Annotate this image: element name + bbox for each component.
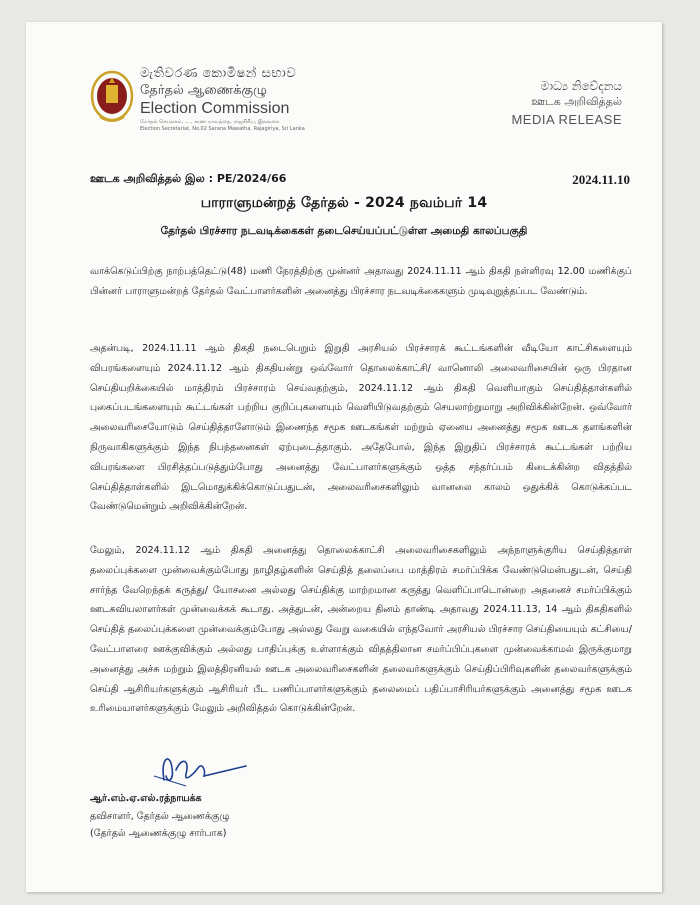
address-line: மேர்தல் செயலகம், ... , சரண மாவத்தை, ராஜகிரிய, இலங்கை [140, 119, 280, 125]
document-subtitle: தேர்தல் பிரச்சார நடவடிக்கைகள் தடைசெய்யப்பட்டுள்ள அமைதி காலப்பகுதி [160, 225, 528, 237]
document-page [26, 22, 662, 892]
signatory-note: (தேர்தல் ஆணைக்குழு சார்பாக) [90, 828, 227, 839]
body-paragraph: மேலும், 2024.11.12 ஆம் திகதி அனைத்து தொலைக்காட்சி அலைவரிசைகளிலும் அந்நாளுக்குரிய செய்தித்தாள் தலைப்புக்களை முன்வைக்கும்போது நாழிதழ்களின் செய்தித் தலைப்பை மாத்திரம் சமர்ப்பிக்க வேண்டுமென்பதுடன், செய்தி சார்ந்த வேறெந்தக் கருத்து/ யோசனை அல்லது செய்திக்கு மாற்றமான கருத்து வெளிப்பாடொன்றை அதனைச் சமர்ப்பிக்கும் ஊடகவியலாளர்கள் முன்வைக்கக் கூடாது. அத்துடன், அன்றைய தினம் தாண்டி அதாவது 2024.11.13, 14 ஆம் திகதிகளில் செய்தித் தலைப்புக்களை முன்வைக்கும்போது அல்லது வேறு வகையில் எந்தவோர் அரசியல் பிரச்சார செய்தியையும் கட்சியை/வேட்பாளரை ஊக்குவிக்கும் அல்லது பாதிப்புக்கு உள்ளாக்கும் விதத்திலான சமர்ப்பிப்புகளை முன்வைக்காமல் இருக்குமாறு அனைத்து அச்சு மற்றும் இலத்திரனியல் ஊடக அலைவரிசைகளின் தலைவர்களுக்கும் செய்திப்பிரிவுகளின் தலைவர்களுக்கும் செய்தி ஆசிரியர்களுக்கும் ஆசிரியர் பீட பணிப்பாளர்களுக்கும் தலைமைப் பதிப்பாசிரியர்களுக்கும் அனைத்து சமூக ஊடக உரிமையாளர்களுக்கும் மேலும் அறிவித்தல் கொடுக்கின்றேன். [90, 545, 632, 715]
signatory-position: தவிசாளர், தேர்தல் ஆணைக்குழு [90, 810, 230, 822]
media-release-tamil: ஊடக அறிவித்தல் [531, 95, 622, 108]
org-name-tamil: தேர்தல் ஆணைக்குழு [140, 83, 267, 98]
org-name-english: Election Commission [140, 100, 290, 117]
organization-block [140, 66, 340, 133]
reference-number: ஊடக அறிவித்தல் இல : PE/2024/66 [90, 172, 287, 185]
signatory-block [90, 790, 230, 843]
body-paragraph: அதன்படி, 2024.11.11 ஆம் திகதி நடைபெறும் இறுதி அரசியல் பிரச்சாரக் கூட்டங்களின் வீடியோ காட்சிகளையும் விபரங்களையும் 2024.11.12 ஆம் திகதியன்று ஒவ்வோர் தொலைக்காட்சி/ வானொலி அலைவரிசையின் ஒரு பிரதான செய்தியறிக்கையில் மாத்திரம் பிரச்சாரம் செய்வதற்கும், 2024.11.12 ஆம் திகதி வெளியாகும் செய்தித்தாள்களில் புகைப்படங்களையும் கூட்டங்கள் பற்றிய குறிப்புகளையும் வெளியிடுவதற்கும் செயலாற்றுமாறு அறிவிக்கின்றேன். ஒவ்வோர் அலைவரிசையோடும் செய்தித்தாளோடும் இணைந்த சமூக ஊடகங்கள் மற்றும் ஏனைய அனைத்து சமூக ஊடக தளங்களின் நிருவாகிகளுக்கும் இந்த நிபந்தனைகள் ஏற்புடைத்தாகும். அதேபோல், இந்த இறுதிப் பிரச்சாரக் கூட்டங்கள் பற்றிய விபரங்களை பிரசித்தப்படுத்தும்போது அனைத்து வேட்பாளர்களுக்கும் ஒத்த சந்தர்ப்பம் கிடைக்கின்ற விதத்தில் செய்தித்தாள்களில் இடமொதுக்கிக்கொடுப்பதுடன், அலைவரிசைகளிலும் வானலை காலம் ஒதுக்கிக் கொடுக்கப்பட வேண்டுமென்றும் அறிவிக்கின்றேன். [90, 343, 632, 513]
address-line: Election Secretariat, No.02 Sarana Mawatha, Rajagiriya, Sri Lanka [140, 126, 305, 132]
media-release-sinhala: මාධ්‍ය නිවේදනය [540, 79, 622, 93]
document-title: பாராளுமன்றத் தேர்தல் - 2024 நவம்பர் 14 [200, 195, 488, 211]
signatory-name: ஆர்.எம்.ஏ.எல்.ரத்நாயக்க [90, 793, 202, 804]
release-date: 2024.11.10 [572, 172, 630, 187]
org-name-sinhala: මැතිවරණ කොමිෂන් සභාව [140, 66, 297, 81]
media-release-english: MEDIA RELEASE [511, 112, 622, 127]
election-commission-emblem [90, 69, 134, 127]
handwritten-signature [146, 746, 256, 788]
body-paragraph: வாக்கெடுப்பிற்கு நாற்பத்தெட்டு(48) மணி நேரத்திற்கு முன்னர் அதாவது 2024.11.11 ஆம் திகதி நள்ளிரவு 12.00 மணிக்குப் பின்னர் பாராளுமன்றத் தேர்தல் வேட்பாளர்களின் அனைத்து பிரச்சார நடவடிக்கைகளும் முடிவுறுத்தப்பட வேண்டும். [90, 266, 632, 297]
media-release-block [472, 78, 622, 130]
reference-line [90, 172, 630, 188]
